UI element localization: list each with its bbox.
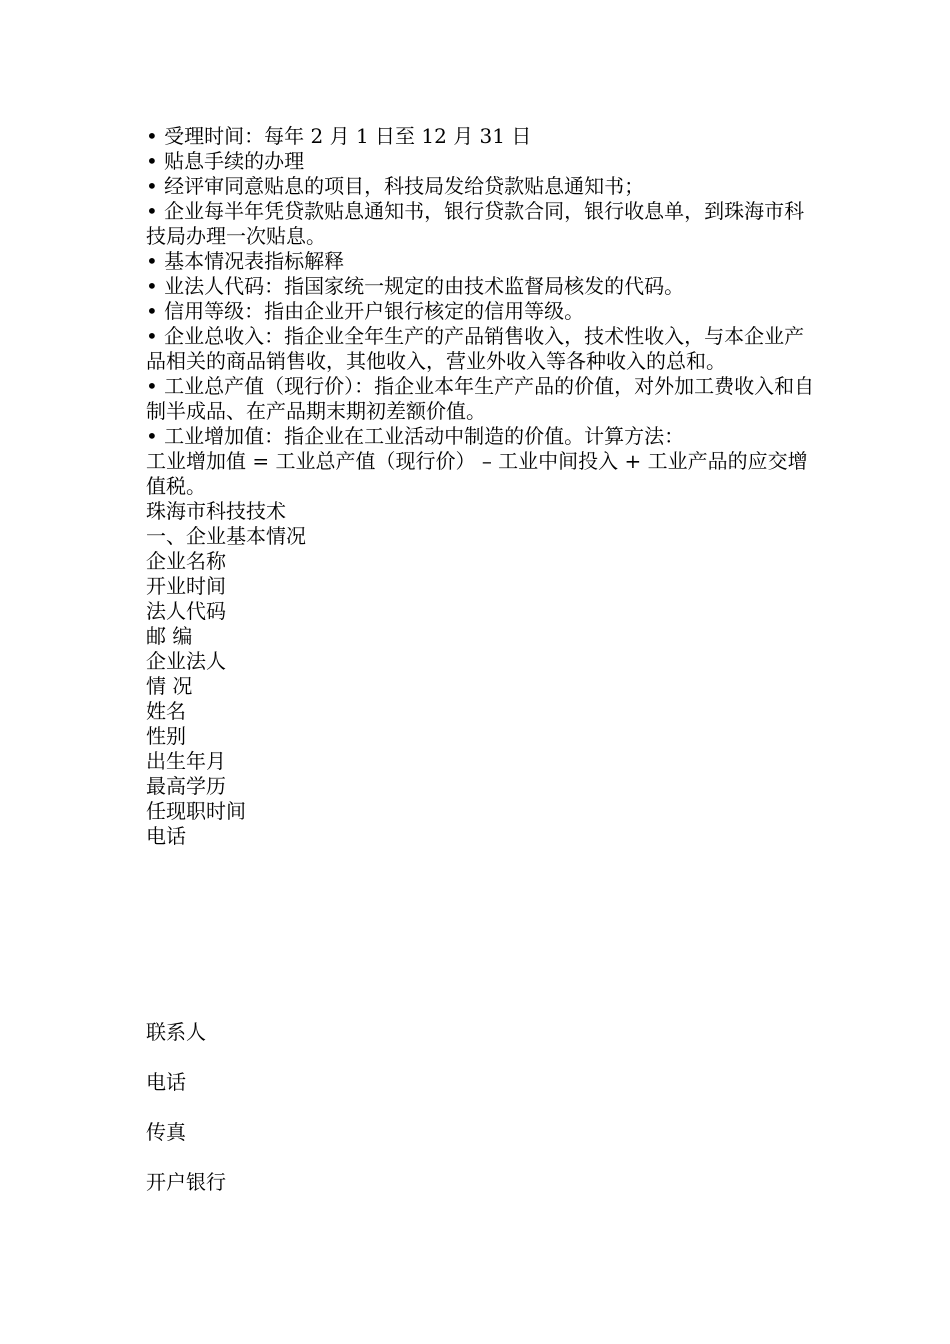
document-body <box>146 124 816 849</box>
field-label-opening-date: 开业时间 <box>146 574 226 598</box>
field-label-contact-person: 联系人 <box>146 1020 206 1044</box>
field-label-company-name: 企业名称 <box>146 549 226 573</box>
field-label-postcode: 邮 编 <box>146 624 193 648</box>
field-label-fax: 传真 <box>146 1120 186 1144</box>
contact-section <box>146 1020 546 1220</box>
bullet-total-revenue: • 企业总收入：指企业全年生产的产品销售收入，技术性收入，与本企业产品相关的商品销售收，其他收入，营业外收入等各种收入的总和。 <box>146 324 816 374</box>
field-label-name: 姓名 <box>146 699 186 723</box>
value-added-formula: 工业增加值 = 工业总产值（现行价） – 工业中间投入 + 工业产品的应交增值税。 <box>146 449 808 498</box>
bullet-approval-notice: • 经评审同意贴息的项目，科技局发给贷款贴息通知书； <box>146 174 816 199</box>
bullet-industrial-output: • 工业总产值（现行价）：指企业本年生产产品的价值，对外加工费收入和自制半成品、在产品期末期初差额价值。 <box>146 374 816 424</box>
field-label-position-time: 任现职时间 <box>146 799 246 823</box>
field-label-education: 最高学历 <box>146 774 226 798</box>
bullet-semiannual-subsidy: • 企业每半年凭贷款贴息通知书，银行贷款合同，银行收息单，到珠海市科技局办理一次贴息。 <box>146 199 816 249</box>
bullet-acceptance-time: • 受理时间：每年 2 月 1 日至 12 月 31 日 <box>146 124 816 149</box>
bullet-legal-code: • 业法人代码：指国家统一规定的由技术监督局核发的代码。 <box>146 274 816 299</box>
form-title: 珠海市科技技术 <box>146 499 286 523</box>
field-label-bank: 开户银行 <box>146 1170 226 1194</box>
bullet-indicator-explanation: • 基本情况表指标解释 <box>146 249 816 274</box>
bullet-credit-rating: • 信用等级：指由企业开户银行核定的信用等级。 <box>146 299 816 324</box>
field-label-legal-code: 法人代码 <box>146 599 226 623</box>
bullet-value-added: • 工业增加值：指企业在工业活动中制造的价值。计算方法： <box>146 424 816 449</box>
field-label-legal-person: 企业法人 <box>146 649 226 673</box>
field-label-phone: 电话 <box>146 824 186 848</box>
field-label-birth-date: 出生年月 <box>146 749 226 773</box>
bullet-procedure-heading: • 贴息手续的办理 <box>146 149 816 174</box>
field-label-situation: 情 况 <box>146 674 193 698</box>
field-label-gender: 性别 <box>146 724 186 748</box>
section-title: 一、企业基本情况 <box>146 524 306 548</box>
field-label-contact-phone: 电话 <box>146 1070 186 1094</box>
